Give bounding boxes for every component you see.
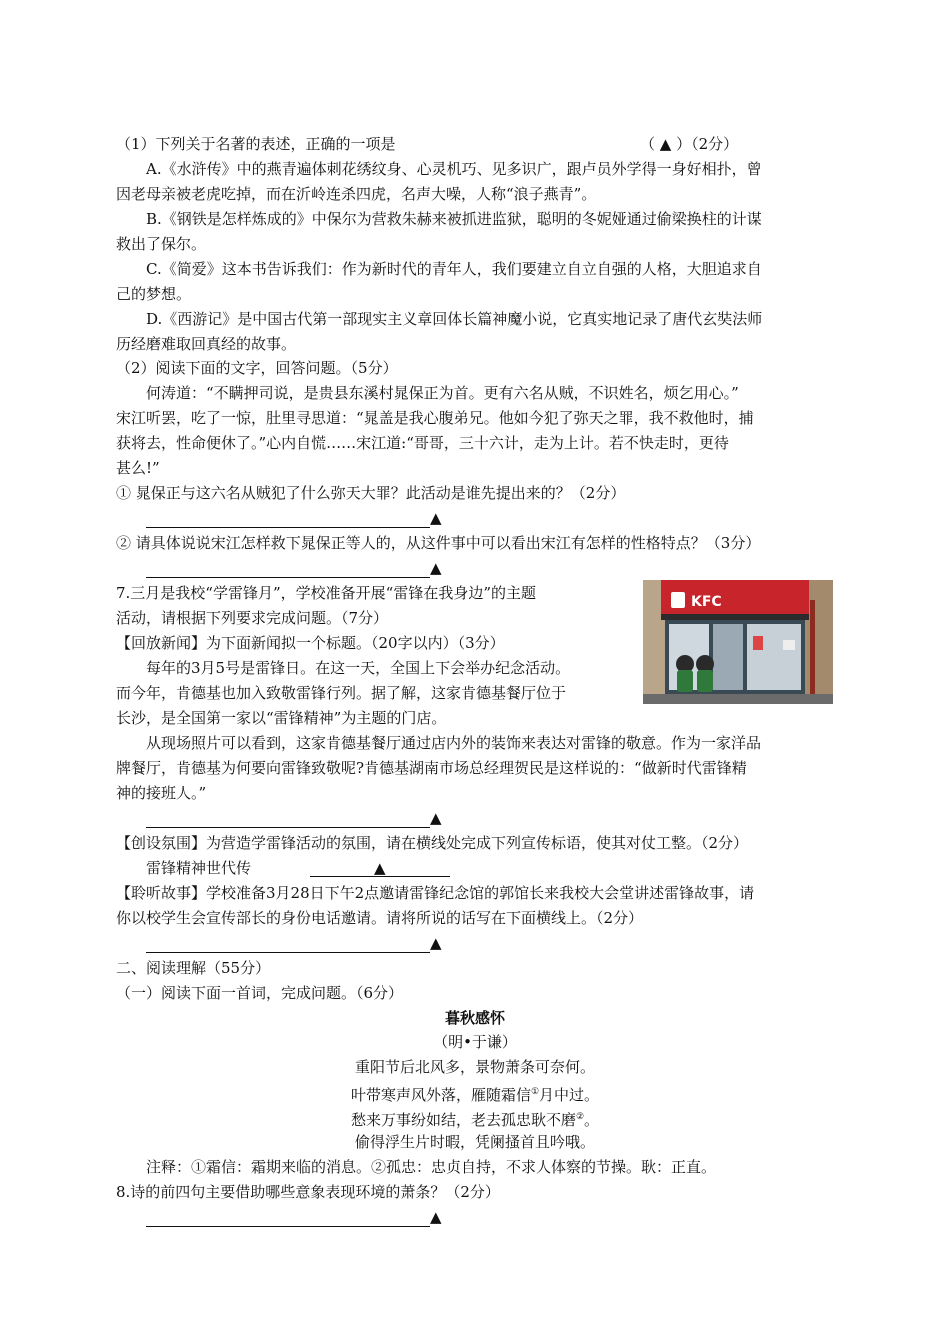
q7-stem-cont: 活动，请根据下列要求完成问题。（7分） xyxy=(116,609,389,627)
q7-slogan: 雷锋精神世代传 xyxy=(146,859,252,877)
q7-news-line: 牌餐厅，肯德基为何要向雷锋致敬呢?肯德基湖南市场总经理贺民是这样说的：“做新时代雷锋精 xyxy=(116,759,747,777)
q1-option-b-cont: 救出了保尔。 xyxy=(116,235,207,253)
q2-sub1-answer-line[interactable] xyxy=(146,508,442,528)
q7-news-line: 每年的3月5号是雷锋日。在这一天，全国上下会举办纪念活动。 xyxy=(146,659,571,677)
q7-story-answer-line[interactable] xyxy=(146,933,442,953)
q1-option-c-cont: 己的梦想。 xyxy=(116,285,192,303)
kfc-sign-text: KFC xyxy=(691,594,722,610)
poem-line xyxy=(0,1107,950,1130)
footnote-marker: ② xyxy=(575,1112,585,1122)
q2-stem: （2）阅读下面的文字，回答问题。（5分） xyxy=(116,359,398,377)
q1-stem: （1）下列关于名著的表述，正确的一项是 xyxy=(116,135,396,153)
answer-mark: ▲ xyxy=(430,809,442,827)
q7-news-line: 从现场照片可以看到，这家肯德基餐厅通过店内外的装饰来表达对雷锋的敬意。作为一家洋品 xyxy=(146,734,762,752)
q7-slogan-answer-line[interactable] xyxy=(310,858,450,877)
q7-slogan-row xyxy=(146,858,450,878)
answer-mark: ▲ xyxy=(430,559,442,577)
answer-mark: ▲ xyxy=(430,1208,442,1226)
q2-passage-line: 宋江听罢，吃了一惊，肚里寻思道：“晁盖是我心腹弟兄。他如今犯了弥天之罪，我不救他时，捕 xyxy=(116,409,754,427)
q2-passage-line: 甚么!” xyxy=(116,459,160,477)
footnote-marker: ① xyxy=(530,1087,540,1097)
poem-author: （明•于谦） xyxy=(433,1033,517,1051)
poem-title: 暮秋感怀 xyxy=(444,1009,505,1027)
q1-option-d: D.《西游记》是中国古代第一部现实主义章回体长篇神魔小说，它真实地记录了唐代玄奘法师 xyxy=(146,310,763,328)
q7-story-heading-cont: 你以校学生会宣传部长的身份电话邀请。请将所说的话写在下面横线上。（2分） xyxy=(116,909,644,927)
q7-news-line: 长沙，是全国第一家以“雷锋精神”为主题的门店。 xyxy=(116,709,447,727)
poem-line-text: 愁来万事纷如结，老去孤忠耿不磨 xyxy=(350,1111,576,1129)
poem-line: 重阳节后北风多，景物萧条可奈何。 xyxy=(354,1058,595,1076)
q2-passage-line: 何涛道：“不瞒押司说，是贵县东溪村晁保正为首。更有六名从贼，不识姓名，烦乞用心。” xyxy=(146,384,739,402)
q7-news-heading: 【回放新闻】为下面新闻拟一个标题。（20字以内）（3分） xyxy=(116,634,505,652)
q8-answer-line[interactable] xyxy=(146,1207,442,1227)
q2-sub2: ② 请具体说说宋江怎样救下晁保正等人的，从这件事中可以看出宋江有怎样的性格特点？（3分） xyxy=(116,534,761,552)
q7-stem: 7.三月是我校“学雷锋月”，学校准备开展“雷锋在我身边”的主题 xyxy=(116,584,536,602)
poem-line-text: 月中过。 xyxy=(539,1086,600,1104)
answer-mark: ▲ xyxy=(430,934,442,952)
q7-slogan-heading: 【创设氛围】为营造学雷锋活动的氛围，请在横线处完成下列宣传标语，使其对仗工整。（2分） xyxy=(116,834,749,852)
q1-option-c: C.《简爱》这本书告诉我们：作为新时代的青年人，我们要建立自立自强的人格，大胆追求自 xyxy=(146,260,762,278)
poem-line: 偷得浮生片时暇，凭阑搔首且吟哦。 xyxy=(354,1133,595,1151)
q7-news-line: 神的接班人。” xyxy=(116,784,207,802)
q2-sub2-answer-line[interactable] xyxy=(146,558,442,578)
poem-notes: 注释：①霜信：霜期来临的消息。②孤忠：忠贞自持，不求人体察的节操。耿：正直。 xyxy=(146,1158,717,1176)
section-2-title: 二、阅读理解（55分） xyxy=(116,959,271,977)
q2-passage-line: 获将去，性命便休了。”心内自慌……宋江道:“哥哥，三十六计，走为上计。若不快走时，更待 xyxy=(116,434,729,452)
q1-option-d-cont: 历经磨难取回真经的故事。 xyxy=(116,335,297,353)
kfc-storefront-photo xyxy=(643,580,833,704)
q7-story-heading: 【聆听故事】学校准备3月28日下午2点邀请雷锋纪念馆的郭馆长来我校大会堂讲述雷锋故事，请 xyxy=(116,884,755,902)
answer-mark: ▲ xyxy=(374,859,386,877)
q1-option-a: A.《水浒传》中的燕青遍体刺花绣纹身、心灵机巧、见多识广，跟卢员外学得一身好相扑，曾 xyxy=(146,160,762,178)
q8-stem: 8.诗的前四句主要借助哪些意象表现环境的萧条？（2分） xyxy=(116,1183,500,1201)
q1-answer-mark[interactable]: （ ▲ ）（2分） xyxy=(640,135,739,153)
poem-line-text: 。 xyxy=(584,1111,600,1129)
answer-mark: ▲ xyxy=(430,509,442,527)
q7-news-line: 而今年，肯德基也加入致敬雷锋行列。据了解，这家肯德基餐厅位于 xyxy=(116,684,567,702)
poem-line-text: 叶带寒声风外落，雁随霜信 xyxy=(350,1086,531,1104)
section-2-part1: （一）阅读下面一首词，完成问题。（6分） xyxy=(116,984,404,1002)
q7-news-answer-line[interactable] xyxy=(146,808,442,828)
q1-option-a-cont: 因老母亲被老虎吃掉，而在沂岭连杀四虎，名声大噪，人称“浪子燕青”。 xyxy=(116,185,597,203)
q2-sub1: ① 晁保正与这六名从贼犯了什么弥天大罪？此活动是谁先提出来的？（2分） xyxy=(116,484,626,502)
q1-option-b: B.《钢铁是怎样炼成的》中保尔为营救朱赫来被抓进监狱，聪明的冬妮娅通过偷梁换柱的计谋 xyxy=(146,210,762,228)
poem-line xyxy=(0,1082,950,1105)
